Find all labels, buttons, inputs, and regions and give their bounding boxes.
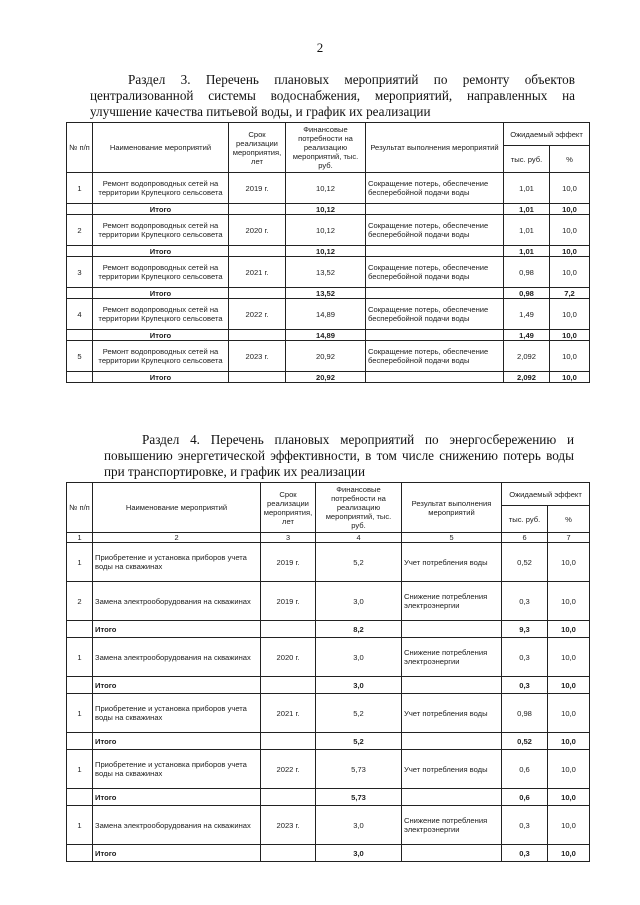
effect-pct: 10,0 xyxy=(550,341,590,372)
row-number: 1 xyxy=(67,806,93,845)
header-effect: Ожидаемый эффект xyxy=(504,123,590,146)
empty-cell xyxy=(67,204,93,215)
total-rub: 9,3 xyxy=(502,621,548,638)
effect-rub: 0,6 xyxy=(502,750,548,789)
total-label: Итого xyxy=(93,204,229,215)
total-row xyxy=(67,372,590,383)
empty-cell xyxy=(67,621,93,638)
header-name: Наименование мероприятий xyxy=(93,483,261,533)
table-row xyxy=(67,582,590,621)
empty-cell xyxy=(402,789,502,806)
effect-rub: 1,01 xyxy=(504,173,550,204)
effect-rub: 1,49 xyxy=(504,299,550,330)
table-row xyxy=(67,694,590,733)
effect-rub: 0,98 xyxy=(502,694,548,733)
header-effect-rub: тыс. руб. xyxy=(502,506,548,533)
total-finance: 10,12 xyxy=(286,204,366,215)
effect-pct: 10,0 xyxy=(550,299,590,330)
activity-year: 2023 г. xyxy=(261,806,316,845)
finance-value: 5,73 xyxy=(316,750,402,789)
total-rub: 0,3 xyxy=(502,845,548,862)
activity-name: Ремонт водопроводных сетей на территории Крупецкого сельсовета xyxy=(93,173,229,204)
finance-value: 5,2 xyxy=(316,543,402,582)
total-label: Итого xyxy=(93,845,261,862)
column-number: 6 xyxy=(502,533,548,543)
row-number: 1 xyxy=(67,750,93,789)
empty-cell xyxy=(67,845,93,862)
total-row xyxy=(67,288,590,299)
effect-pct: 10,0 xyxy=(550,257,590,288)
effect-pct: 10,0 xyxy=(548,750,590,789)
effect-rub: 0,3 xyxy=(502,582,548,621)
header-finance: Финансовые потребности на реализацию мероприятий, тыс. руб. xyxy=(316,483,402,533)
section4-table xyxy=(66,482,590,862)
empty-cell xyxy=(366,330,504,341)
result-text: Сокращение потерь, обеспечение бесперебойной подачи воды xyxy=(366,299,504,330)
column-number: 2 xyxy=(93,533,261,543)
total-row xyxy=(67,789,590,806)
total-pct: 10,0 xyxy=(550,246,590,257)
header-finance: Финансовые потребности на реализацию мероприятий, тыс. руб. xyxy=(286,123,366,173)
empty-cell xyxy=(366,372,504,383)
section4-table-body xyxy=(67,543,590,862)
header-num: № п/п xyxy=(67,483,93,533)
total-label: Итого xyxy=(93,677,261,694)
total-label: Итого xyxy=(93,372,229,383)
total-label: Итого xyxy=(93,789,261,806)
activity-name: Ремонт водопроводных сетей на территории Крупецкого сельсовета xyxy=(93,215,229,246)
empty-cell xyxy=(261,621,316,638)
total-pct: 7,2 xyxy=(550,288,590,299)
total-label: Итого xyxy=(93,330,229,341)
effect-rub: 0,52 xyxy=(502,543,548,582)
finance-value: 10,12 xyxy=(286,173,366,204)
table-row xyxy=(67,215,590,246)
result-text: Сокращение потерь, обеспечение бесперебойной подачи воды xyxy=(366,257,504,288)
table-row xyxy=(67,173,590,204)
effect-pct: 10,0 xyxy=(550,215,590,246)
header-effect-pct: % xyxy=(548,506,590,533)
total-finance: 14,89 xyxy=(286,330,366,341)
total-rub: 0,52 xyxy=(502,733,548,750)
row-number: 1 xyxy=(67,638,93,677)
activity-name: Замена электрооборудования на скважинах xyxy=(93,806,261,845)
empty-cell xyxy=(67,330,93,341)
section3-table xyxy=(66,122,590,383)
total-pct: 10,0 xyxy=(548,621,590,638)
activity-name: Приобретение и установка приборов учета воды на скважинах xyxy=(93,694,261,733)
effect-rub: 1,01 xyxy=(504,215,550,246)
section4-heading: Раздел 4. Перечень плановых мероприятий по энергосбережению и повышению энергетической эффективности, в том числе снижению потерь воды при транспортировке, и график их реализации xyxy=(104,432,574,479)
total-rub: 0,6 xyxy=(502,789,548,806)
row-number: 5 xyxy=(67,341,93,372)
effect-rub: 0,98 xyxy=(504,257,550,288)
result-text: Учет потребления воды xyxy=(402,543,502,582)
total-finance: 10,12 xyxy=(286,246,366,257)
effect-pct: 10,0 xyxy=(548,638,590,677)
total-label: Итого xyxy=(93,246,229,257)
total-finance: 3,0 xyxy=(316,677,402,694)
empty-cell xyxy=(402,677,502,694)
activity-year: 2023 г. xyxy=(229,341,286,372)
total-row xyxy=(67,621,590,638)
effect-pct: 10,0 xyxy=(548,543,590,582)
effect-rub: 2,092 xyxy=(504,341,550,372)
total-label: Итого xyxy=(93,733,261,750)
total-finance: 20,92 xyxy=(286,372,366,383)
column-number: 4 xyxy=(316,533,402,543)
result-text: Снижение потребления электроэнергии xyxy=(402,638,502,677)
total-finance: 3,0 xyxy=(316,845,402,862)
total-pct: 10,0 xyxy=(550,330,590,341)
empty-cell xyxy=(67,288,93,299)
total-rub: 1,49 xyxy=(504,330,550,341)
total-label: Итого xyxy=(93,621,261,638)
total-row xyxy=(67,246,590,257)
empty-cell xyxy=(67,677,93,694)
result-text: Снижение потребления электроэнергии xyxy=(402,806,502,845)
empty-cell xyxy=(261,789,316,806)
activity-year: 2022 г. xyxy=(229,299,286,330)
total-row xyxy=(67,733,590,750)
header-result: Результат выполнения мероприятий xyxy=(402,483,502,533)
empty-cell xyxy=(67,246,93,257)
finance-value: 20,92 xyxy=(286,341,366,372)
column-number: 1 xyxy=(67,533,93,543)
total-label: Итого xyxy=(93,288,229,299)
total-rub: 0,3 xyxy=(502,677,548,694)
table-row xyxy=(67,543,590,582)
activity-name: Замена электрооборудования на скважинах xyxy=(93,638,261,677)
finance-value: 3,0 xyxy=(316,806,402,845)
effect-pct: 10,0 xyxy=(548,806,590,845)
total-row xyxy=(67,677,590,694)
result-text: Сокращение потерь, обеспечение бесперебойной подачи воды xyxy=(366,215,504,246)
total-pct: 10,0 xyxy=(550,372,590,383)
row-number: 4 xyxy=(67,299,93,330)
activity-year: 2019 г. xyxy=(261,582,316,621)
header-result: Результат выполнения мероприятий xyxy=(366,123,504,173)
empty-cell xyxy=(402,845,502,862)
total-pct: 10,0 xyxy=(548,733,590,750)
table-row xyxy=(67,341,590,372)
table-row xyxy=(67,257,590,288)
total-finance: 5,2 xyxy=(316,733,402,750)
header-num: № п/п xyxy=(67,123,93,173)
row-number: 1 xyxy=(67,543,93,582)
total-pct: 10,0 xyxy=(548,845,590,862)
empty-cell xyxy=(261,845,316,862)
header-effect: Ожидаемый эффект xyxy=(502,483,590,506)
effect-rub: 0,3 xyxy=(502,806,548,845)
result-text: Учет потребления воды xyxy=(402,694,502,733)
empty-cell xyxy=(261,733,316,750)
finance-value: 3,0 xyxy=(316,582,402,621)
activity-name: Замена электрооборудования на скважинах xyxy=(93,582,261,621)
column-number-row xyxy=(67,533,590,543)
header-term: Срок реализации мероприятия, лет xyxy=(229,123,286,173)
activity-year: 2020 г. xyxy=(261,638,316,677)
finance-value: 13,52 xyxy=(286,257,366,288)
activity-year: 2021 г. xyxy=(229,257,286,288)
result-text: Снижение потребления электроэнергии xyxy=(402,582,502,621)
effect-pct: 10,0 xyxy=(550,173,590,204)
total-rub: 0,98 xyxy=(504,288,550,299)
empty-cell xyxy=(402,733,502,750)
section3-table-body xyxy=(67,173,590,383)
activity-name: Приобретение и установка приборов учета воды на скважинах xyxy=(93,543,261,582)
empty-cell xyxy=(67,733,93,750)
total-rub: 1,01 xyxy=(504,246,550,257)
empty-cell xyxy=(229,372,286,383)
effect-rub: 0,3 xyxy=(502,638,548,677)
total-row xyxy=(67,845,590,862)
column-number: 5 xyxy=(402,533,502,543)
empty-cell xyxy=(261,677,316,694)
activity-year: 2021 г. xyxy=(261,694,316,733)
row-number: 2 xyxy=(67,582,93,621)
table-row xyxy=(67,750,590,789)
activity-name: Ремонт водопроводных сетей на территории Крупецкого сельсовета xyxy=(93,257,229,288)
effect-pct: 10,0 xyxy=(548,694,590,733)
empty-cell xyxy=(402,621,502,638)
row-number: 2 xyxy=(67,215,93,246)
finance-value: 14,89 xyxy=(286,299,366,330)
row-number: 1 xyxy=(67,173,93,204)
activity-year: 2020 г. xyxy=(229,215,286,246)
activity-year: 2019 г. xyxy=(261,543,316,582)
result-text: Сокращение потерь, обеспечение бесперебойной подачи воды xyxy=(366,341,504,372)
total-pct: 10,0 xyxy=(548,677,590,694)
total-finance: 5,73 xyxy=(316,789,402,806)
total-rub: 1,01 xyxy=(504,204,550,215)
table-row xyxy=(67,638,590,677)
total-finance: 13,52 xyxy=(286,288,366,299)
empty-cell xyxy=(67,372,93,383)
empty-cell xyxy=(366,204,504,215)
total-pct: 10,0 xyxy=(548,789,590,806)
table-row xyxy=(67,806,590,845)
row-number: 1 xyxy=(67,694,93,733)
effect-pct: 10,0 xyxy=(548,582,590,621)
activity-name: Ремонт водопроводных сетей на территории Крупецкого сельсовета xyxy=(93,341,229,372)
result-text: Учет потребления воды xyxy=(402,750,502,789)
header-term: Срок реализации мероприятия, лет xyxy=(261,483,316,533)
empty-cell xyxy=(67,789,93,806)
empty-cell xyxy=(229,204,286,215)
column-number: 7 xyxy=(548,533,590,543)
total-row xyxy=(67,330,590,341)
empty-cell xyxy=(229,246,286,257)
row-number: 3 xyxy=(67,257,93,288)
finance-value: 5,2 xyxy=(316,694,402,733)
empty-cell xyxy=(366,246,504,257)
total-row xyxy=(67,204,590,215)
page-number: 2 xyxy=(316,40,324,55)
result-text: Сокращение потерь, обеспечение бесперебойной подачи воды xyxy=(366,173,504,204)
finance-value: 3,0 xyxy=(316,638,402,677)
column-number: 3 xyxy=(261,533,316,543)
header-name: Наименование мероприятий xyxy=(93,123,229,173)
empty-cell xyxy=(366,288,504,299)
empty-cell xyxy=(229,288,286,299)
table-row xyxy=(67,299,590,330)
total-rub: 2,092 xyxy=(504,372,550,383)
total-finance: 8,2 xyxy=(316,621,402,638)
finance-value: 10,12 xyxy=(286,215,366,246)
header-effect-pct: % xyxy=(550,146,590,173)
header-effect-rub: тыс. руб. xyxy=(504,146,550,173)
activity-year: 2022 г. xyxy=(261,750,316,789)
activity-year: 2019 г. xyxy=(229,173,286,204)
empty-cell xyxy=(229,330,286,341)
activity-name: Приобретение и установка приборов учета воды на скважинах xyxy=(93,750,261,789)
total-pct: 10,0 xyxy=(550,204,590,215)
section3-heading: Раздел 3. Перечень плановых мероприятий по ремонту объектов централизованной системы водоснабжения, мероприятий, направленных на улучшение качества питьевой воды, и график их реализации xyxy=(90,72,575,119)
activity-name: Ремонт водопроводных сетей на территории Крупецкого сельсовета xyxy=(93,299,229,330)
